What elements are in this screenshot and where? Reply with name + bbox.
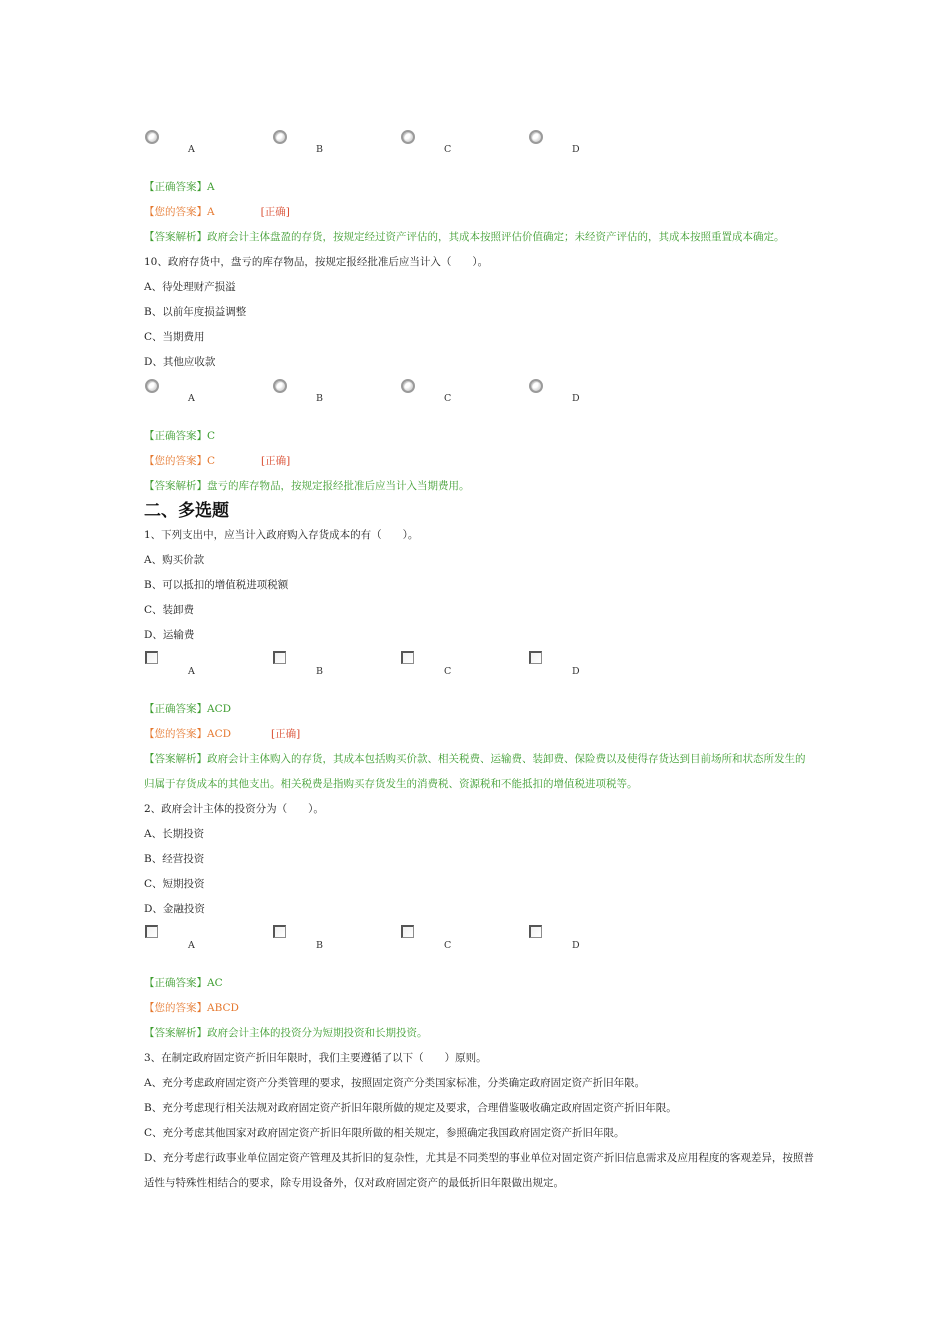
m2-option-row xyxy=(144,922,814,959)
m2-question: 2、政府会计主体的投资分为（ ）。 xyxy=(144,803,324,815)
checkbox-icon[interactable] xyxy=(529,925,542,938)
radio-button-icon[interactable] xyxy=(529,379,543,393)
m2-option-text-d: D、金融投资 xyxy=(144,903,205,915)
checkbox-icon[interactable] xyxy=(401,925,414,938)
m1-analysis: 【答案解析】政府会计主体购入的存货，其成本包括购买价款、相关税费、运输费、装卸费、保险费以及使得存货达到目前场所和状态所发生的归属于存货成本的其他支出。相关税费是指购买存货发生的消费税、资源税和不能抵扣的增值税进项税等。 xyxy=(144,753,806,790)
status-badge: [正确] xyxy=(271,728,301,740)
q9-option-c[interactable]: C xyxy=(400,126,460,163)
q9-option-row xyxy=(144,126,814,163)
q10-option-row xyxy=(144,375,814,412)
radio-button-icon[interactable] xyxy=(273,379,287,393)
m1-option-text-c: C、装卸费 xyxy=(144,604,195,616)
m3-option-text-b: B、充分考虑现行相关法规对政府固定资产折旧年限所做的规定及要求，合理借鉴吸收确定政府固定资产折旧年限。 xyxy=(144,1102,677,1114)
radio-button-icon[interactable] xyxy=(273,130,287,144)
m3-option-text-a: A、充分考虑政府固定资产分类管理的要求，按照固定资产分类国家标准，分类确定政府固定资产折旧年限。 xyxy=(144,1077,646,1089)
m1-option-b[interactable]: B xyxy=(272,648,332,685)
m2-option-c[interactable]: C xyxy=(400,922,460,959)
q10-your-answer: 【您的答案】C [正确] xyxy=(144,455,291,467)
q9-option-a[interactable]: A xyxy=(144,126,204,163)
q9-option-b[interactable]: B xyxy=(272,126,332,163)
m2-correct-answer: 【正确答案】AC xyxy=(144,977,223,989)
q9-option-d[interactable]: D xyxy=(528,126,588,163)
q9-analysis: 【答案解析】政府会计主体盘盈的存货，按规定经过资产评估的，其成本按照评估价值确定；未经资产评估的，其成本按照重置成本确定。 xyxy=(144,231,785,243)
m3-option-text-d: D、充分考虑行政事业单位固定资产管理及其折旧的复杂性，尤其是不同类型的事业单位对固定资产折旧信息需求及应用程度的客观差异，按照普适性与特殊性相结合的要求，除专用设备外，仅对政府固定资产的最低折旧年限做出规定。 xyxy=(144,1152,814,1189)
radio-button-icon[interactable] xyxy=(401,130,415,144)
m1-option-text-b: B、可以抵扣的增值税进项税额 xyxy=(144,579,289,591)
q10-option-b[interactable]: B xyxy=(272,375,332,412)
q10-option-c[interactable]: C xyxy=(400,375,460,412)
q9-correct-answer: 【正确答案】A xyxy=(144,181,215,193)
q10-option-a[interactable]: A xyxy=(144,375,204,412)
m2-option-a[interactable]: A xyxy=(144,922,204,959)
m1-option-c[interactable]: C xyxy=(400,648,460,685)
m2-option-text-a: A、长期投资 xyxy=(144,828,205,840)
m2-option-b[interactable]: B xyxy=(272,922,332,959)
m2-analysis: 【答案解析】政府会计主体的投资分为短期投资和长期投资。 xyxy=(144,1027,428,1039)
exam-page xyxy=(144,126,814,1196)
q9-your-answer: 【您的答案】A [正确] xyxy=(144,206,290,218)
q10-option-text-a: A、待处理财产损溢 xyxy=(144,281,236,293)
m1-option-text-d: D、运输费 xyxy=(144,629,195,641)
checkbox-icon[interactable] xyxy=(145,651,158,664)
m1-correct-answer: 【正确答案】ACD xyxy=(144,703,232,715)
q10-option-text-d: D、其他应收款 xyxy=(144,356,216,368)
m1-option-row xyxy=(144,648,814,685)
checkbox-icon[interactable] xyxy=(273,925,286,938)
m1-question: 1、下列支出中，应当计入政府购入存货成本的有（ ）。 xyxy=(144,529,419,541)
q10-option-text-b: B、以前年度损益调整 xyxy=(144,306,247,318)
m1-option-text-a: A、购买价款 xyxy=(144,554,205,566)
q10-analysis: 【答案解析】盘亏的库存物品，按规定报经批准后应当计入当期费用。 xyxy=(144,480,470,492)
checkbox-icon[interactable] xyxy=(529,651,542,664)
status-badge: [正确] xyxy=(260,206,290,218)
m2-your-answer: 【您的答案】ABCD xyxy=(144,1002,239,1014)
m1-your-answer: 【您的答案】ACD [正确] xyxy=(144,728,301,740)
m2-option-text-b: B、经营投资 xyxy=(144,853,205,865)
q10-question: 10、政府存货中，盘亏的库存物品，按规定报经批准后应当计入（ ）。 xyxy=(144,256,489,268)
m3-question: 3、在制定政府固定资产折旧年限时，我们主要遵循了以下（ ）原则。 xyxy=(144,1052,487,1064)
section-title: 二、多选题 xyxy=(144,501,229,521)
m3-option-text-c: C、充分考虑其他国家对政府固定资产折旧年限所做的相关规定，参照确定我国政府固定资产折旧年限。 xyxy=(144,1127,625,1139)
q10-correct-answer: 【正确答案】C xyxy=(144,430,216,442)
m2-option-d[interactable]: D xyxy=(528,922,588,959)
radio-button-icon[interactable] xyxy=(145,130,159,144)
m1-option-a[interactable]: A xyxy=(144,648,204,685)
radio-button-icon[interactable] xyxy=(145,379,159,393)
m2-option-text-c: C、短期投资 xyxy=(144,878,205,890)
q10-option-d[interactable]: D xyxy=(528,375,588,412)
radio-button-icon[interactable] xyxy=(401,379,415,393)
q10-option-text-c: C、当期费用 xyxy=(144,331,205,343)
checkbox-icon[interactable] xyxy=(145,925,158,938)
m1-option-d[interactable]: D xyxy=(528,648,588,685)
checkbox-icon[interactable] xyxy=(401,651,414,664)
checkbox-icon[interactable] xyxy=(273,651,286,664)
radio-button-icon[interactable] xyxy=(529,130,543,144)
status-badge: [正确] xyxy=(261,455,291,467)
